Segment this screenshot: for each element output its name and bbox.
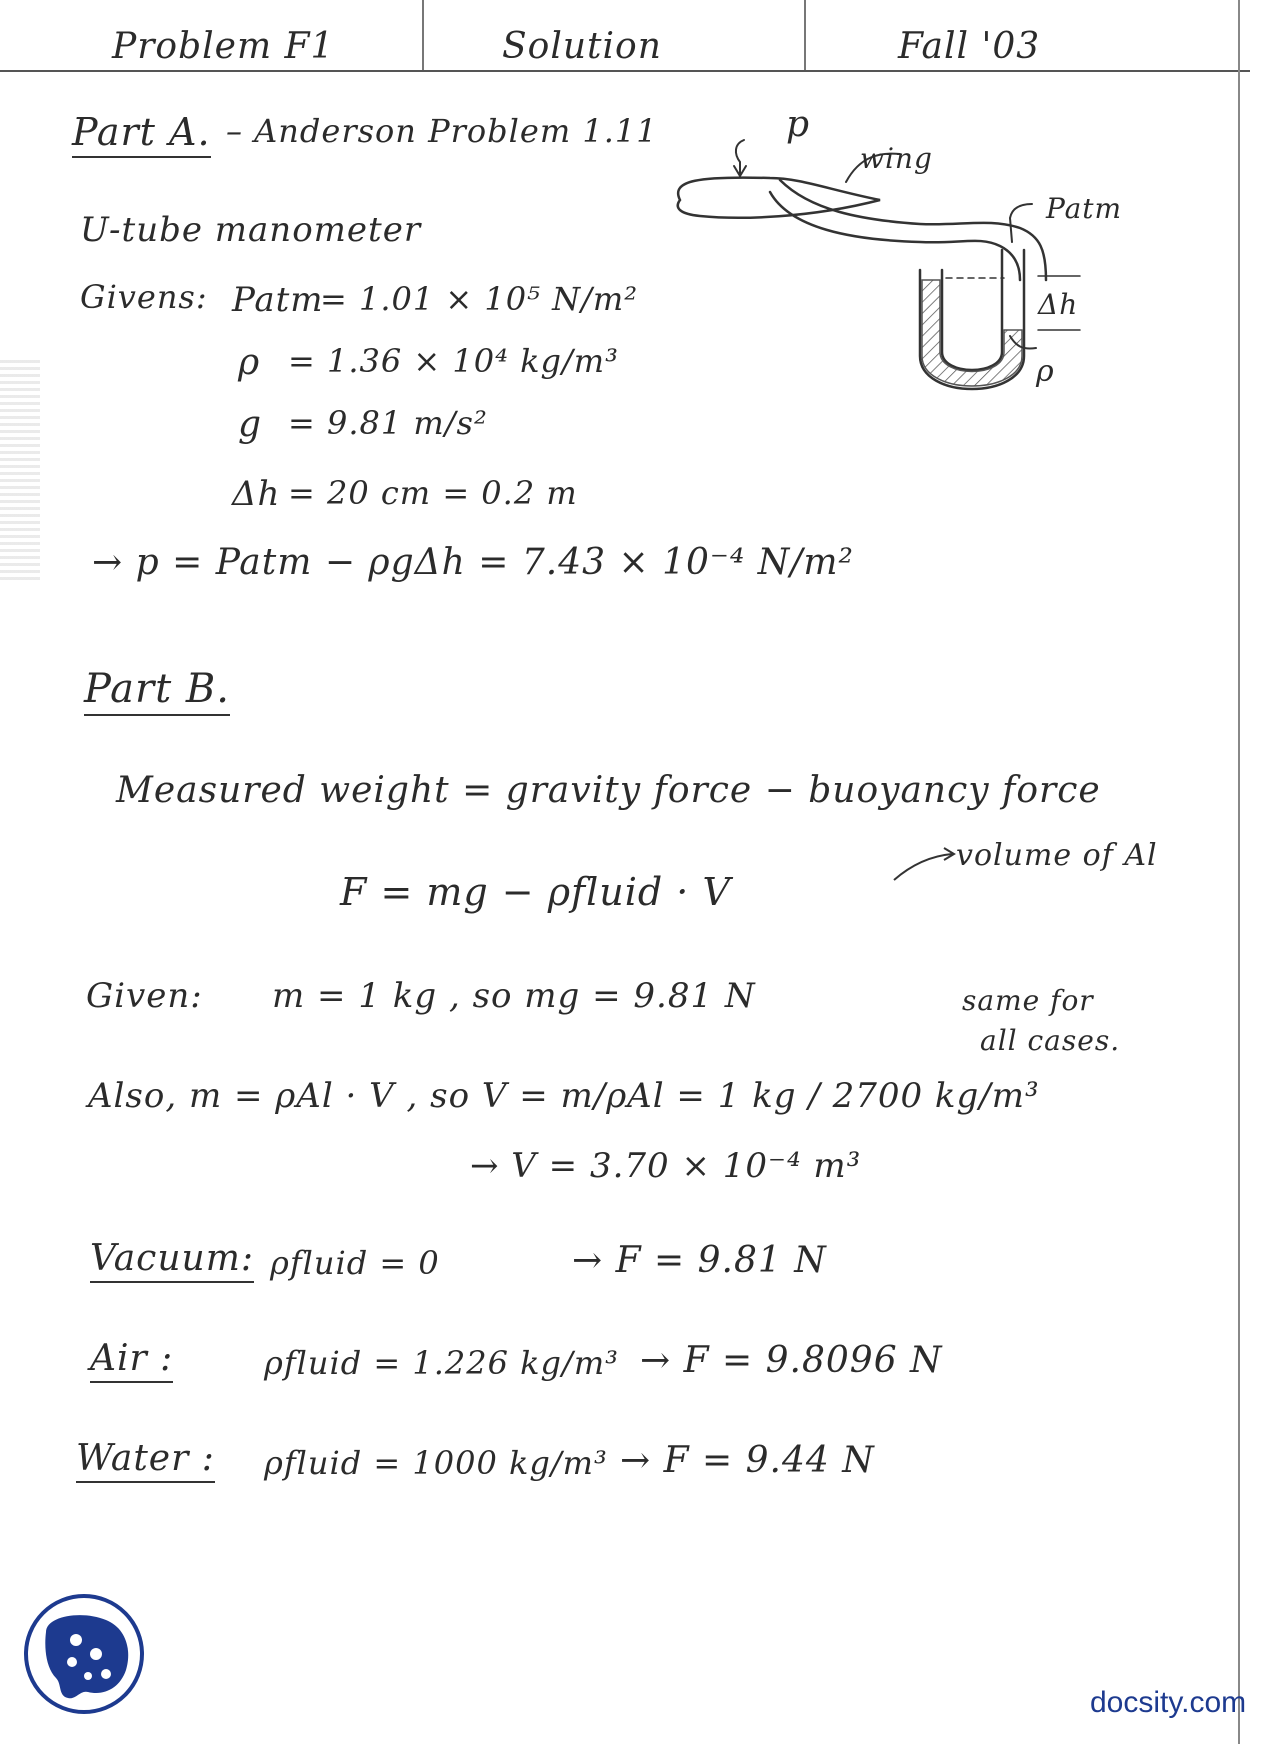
given-patm-symbol: Patm — [232, 280, 324, 320]
header-problem: Problem F1 — [112, 26, 335, 67]
volume-note: volume of Al — [956, 838, 1158, 873]
diagram-p-label: p — [786, 104, 811, 145]
case-air-rho: ρfluid = 1.226 kg/m³ — [264, 1344, 619, 1382]
given-g-symbol: g — [238, 404, 263, 445]
header-term: Fall '03 — [898, 26, 1041, 67]
same-note-2: all cases. — [980, 1024, 1121, 1057]
volume-note-arrow — [890, 846, 960, 886]
header-divider-1 — [422, 0, 424, 70]
part-b-title: Part B. — [84, 666, 230, 716]
diagram-rho-label: ρ — [1036, 354, 1055, 389]
right-margin-line — [1238, 0, 1240, 1744]
volume-result: → V = 3.70 × 10⁻⁴ m³ — [470, 1146, 862, 1186]
part-b-formula: F = mg − ρfluid · V — [340, 870, 731, 914]
left-edge-strip — [0, 360, 40, 580]
case-water-result: → F = 9.44 N — [620, 1440, 875, 1481]
diagram-dh-label: Δh — [1038, 288, 1079, 321]
case-air-result: → F = 9.8096 N — [640, 1340, 943, 1381]
diagram-patm-label: Patm — [1046, 192, 1123, 225]
given-patm-value: = 1.01 × 10⁵ N/m² — [320, 280, 639, 318]
pressure-tube-lower — [770, 192, 1020, 280]
header-solution: Solution — [502, 26, 662, 67]
case-vacuum-label: Vacuum: — [90, 1238, 254, 1283]
part-b-statement: Measured weight = gravity force − buoyancy force — [116, 770, 1101, 811]
case-vacuum-rho: ρfluid = 0 — [270, 1244, 440, 1282]
case-water-rho: ρfluid = 1000 kg/m³ — [264, 1444, 608, 1482]
given-rho-symbol: ρ — [238, 342, 261, 383]
part-b-given: m = 1 kg , so mg = 9.81 N — [272, 976, 756, 1016]
part-a-title: Part A. — [72, 110, 211, 158]
docsity-logo-icon — [22, 1592, 146, 1716]
given-g-value: = 9.81 m/s² — [288, 404, 488, 442]
part-a-topic: U-tube manometer — [80, 210, 422, 250]
case-vacuum-result: → F = 9.81 N — [572, 1240, 827, 1281]
part-b-also: Also, m = ρAl · V , so V = m/ρAl = 1 kg / 2700 kg/m³ — [88, 1076, 1040, 1116]
case-water-label: Water : — [76, 1438, 215, 1483]
part-b-given-label: Given: — [86, 976, 203, 1016]
docsity-brand: docsity.com — [1090, 1686, 1247, 1719]
top-rule — [0, 70, 1250, 72]
same-note-1: same for — [962, 984, 1094, 1017]
given-dh-value: = 20 cm = 0.2 m — [288, 474, 578, 512]
case-air-label: Air : — [90, 1338, 173, 1383]
part-a-given-label: Givens: — [80, 278, 208, 316]
part-a-result: → p = Patm − ρgΔh = 7.43 × 10⁻⁴ N/m² — [92, 542, 854, 583]
diagram-wing-label: wing — [860, 142, 933, 175]
u-tube-inner — [942, 250, 1002, 370]
given-dh-symbol: Δh — [232, 474, 281, 514]
pressure-tube-upper — [780, 180, 1046, 280]
patm-arrow — [1010, 204, 1032, 242]
part-a-subtitle: – Anderson Problem 1.11 — [226, 112, 658, 150]
header-divider-2 — [804, 0, 806, 70]
given-rho-value: = 1.36 × 10⁴ kg/m³ — [288, 342, 619, 380]
p-arrow — [736, 140, 744, 174]
wing-airfoil — [678, 178, 880, 218]
